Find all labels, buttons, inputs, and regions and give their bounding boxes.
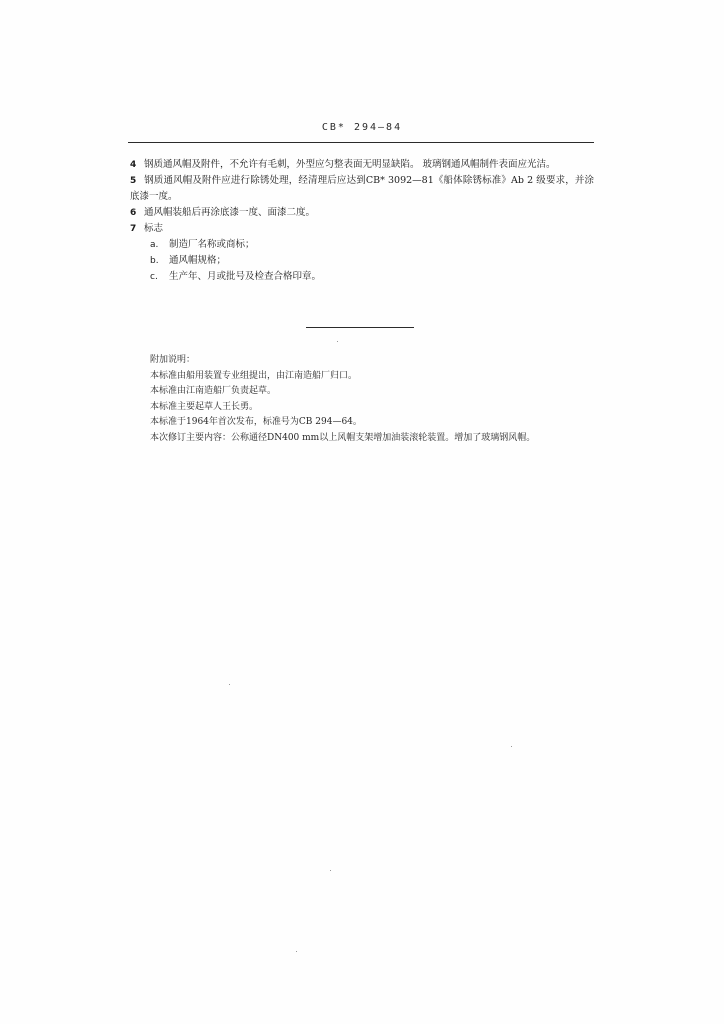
- scan-speck: [511, 746, 512, 747]
- list-item-text: 通风帽规格；: [169, 255, 227, 266]
- standard-code-header: CB* 294—84: [321, 122, 403, 133]
- scan-speck: [296, 951, 297, 952]
- scan-speck: [337, 341, 338, 342]
- list-item-letter: a.: [150, 240, 159, 250]
- clause-text: 钢质通风帽及附件应进行除锈处理，经清理后应达到CB* 3092—81《船体除锈标准》Ab 2 级要求，并涂底漆一度。: [130, 175, 595, 202]
- clause-text: 通风帽装船后再涂底漆一度、面漆二度。: [144, 207, 316, 218]
- clause-7: [130, 221, 594, 237]
- clause-number: 6: [130, 208, 137, 218]
- list-item-text: 制造厂名称或商标；: [169, 239, 255, 250]
- clause-number: 7: [130, 224, 137, 234]
- scan-speck: [330, 870, 331, 871]
- notes-line: 本标准由船用装置专业组提出，由江南造船厂归口。: [150, 370, 358, 381]
- end-of-text-rule: [306, 327, 414, 328]
- list-item-letter: c.: [150, 272, 158, 282]
- clause-number: 5: [130, 176, 137, 186]
- scan-speck: [229, 684, 230, 685]
- notes-heading: 附加说明：: [150, 355, 196, 365]
- list-item: [150, 253, 594, 269]
- header-divider: [128, 142, 594, 143]
- clause-text: 钢质通风帽及附件，不允许有毛刺，外型应匀整表面无明显缺陷。 玻璃钢通风帽制件表面应光洁。: [144, 159, 556, 170]
- clauses-section: [130, 157, 594, 285]
- clause-6: [130, 205, 594, 221]
- list-item: [150, 269, 594, 285]
- clause-5: [130, 173, 594, 205]
- notes-line: 本标准由江南造船厂负责起草。: [150, 386, 277, 396]
- list-item-letter: b.: [150, 256, 159, 266]
- clause-4: [130, 157, 594, 173]
- notes-line: 本标准主要起草人王长勇。: [150, 401, 259, 412]
- list-item-text: 生产年、月或批号及检查合格印章。: [169, 271, 322, 282]
- list-item: [150, 237, 594, 253]
- additional-notes: [150, 353, 600, 446]
- notes-line: 本标准于1964年首次发布，标准号为CB 294—64。: [150, 417, 362, 427]
- marking-list: [130, 237, 594, 285]
- clause-text: 标志: [144, 223, 164, 234]
- clause-number: 4: [130, 160, 137, 170]
- notes-line: 本次修订主要内容：公称通径DN400 mm以上风帽支架增加油装滚轮装置。增加了玻璃钢风帽。: [150, 432, 536, 443]
